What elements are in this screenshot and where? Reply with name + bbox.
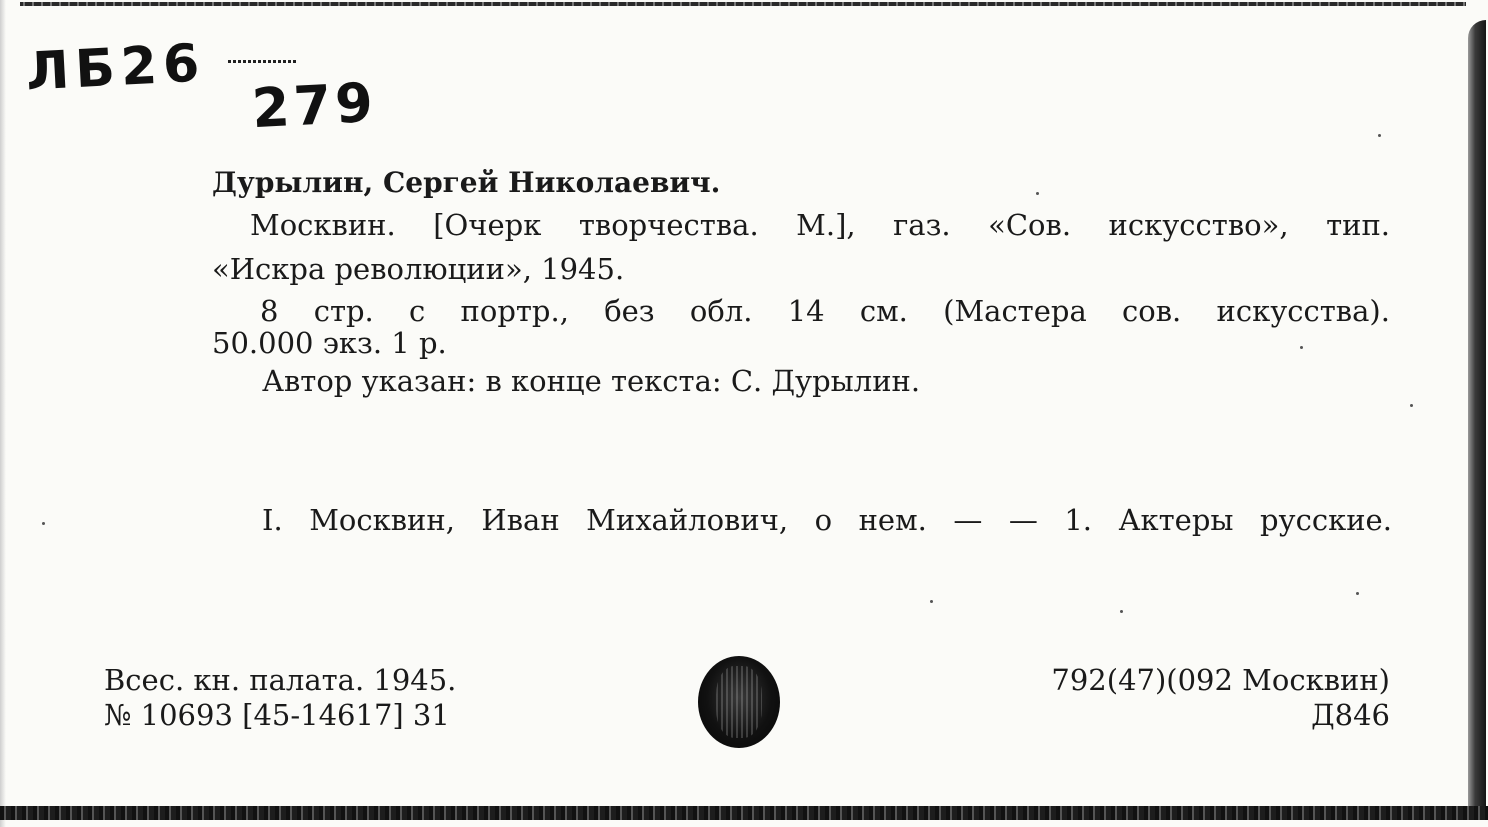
- card-bottom-edge: [0, 806, 1488, 820]
- physical-word: сов.: [1122, 294, 1182, 328]
- physical-word: 8: [260, 294, 279, 328]
- subject-word: Актеры: [1118, 503, 1234, 537]
- physical-word: без: [604, 294, 655, 328]
- author-heading: Дурылин, Сергей Николаевич.: [212, 166, 721, 199]
- card-right-edge: [1468, 20, 1486, 820]
- subject-word: русские.: [1259, 503, 1392, 537]
- physical-word: обл.: [689, 294, 753, 328]
- title-word: М.],: [796, 208, 856, 242]
- subject-word: I.: [262, 503, 283, 537]
- registration-number-line: № 10693 [45-14617] 31: [104, 698, 450, 732]
- subject-word: Москвин,: [309, 503, 455, 537]
- book-chamber-line: Всес. кн. палата. 1945.: [104, 663, 457, 697]
- classification-index: 792(47)(092 Москвин): [1051, 663, 1390, 697]
- physical-word: искусства).: [1216, 294, 1390, 328]
- title-word: [Очерк: [433, 208, 542, 242]
- subject-word: Иван: [481, 503, 560, 537]
- subject-word: Михайлович,: [586, 503, 789, 537]
- ink-speck: [1356, 592, 1359, 595]
- ink-speck: [1300, 346, 1303, 349]
- punch-hole: [698, 656, 780, 748]
- ink-speck: [1120, 610, 1123, 613]
- title-word: искусство»,: [1108, 208, 1289, 242]
- physical-word: 14: [787, 294, 825, 328]
- author-mark: Д846: [1311, 698, 1390, 732]
- subject-word: —: [1008, 503, 1038, 537]
- author-note-line: Автор указан: в конце текста: С. Дурылин.: [262, 364, 921, 398]
- title-word: газ.: [893, 208, 951, 242]
- shelf-mark-rule: [228, 60, 298, 63]
- imprint-line: «Искра революции», 1945.: [212, 252, 625, 286]
- physical-word: (Мастера: [943, 294, 1087, 328]
- handwritten-shelf-number: 279: [250, 70, 379, 141]
- ink-speck: [42, 522, 45, 525]
- card-top-edge: [20, 2, 1466, 6]
- title-word: тип.: [1326, 208, 1390, 242]
- title-word: «Сов.: [988, 208, 1072, 242]
- physical-word: см.: [859, 294, 908, 328]
- subject-word: —: [953, 503, 983, 537]
- physical-description-line: [260, 294, 1390, 328]
- subject-word: нем.: [858, 503, 927, 537]
- physical-word: портр.,: [460, 294, 569, 328]
- copies-price-line: 50.000 экз. 1 р.: [212, 326, 447, 360]
- subject-heading-line: [262, 503, 1392, 537]
- physical-word: стр.: [313, 294, 374, 328]
- ink-speck: [1036, 192, 1039, 195]
- ink-speck: [1410, 404, 1413, 407]
- ink-speck: [930, 600, 933, 603]
- title-word: Москвин.: [250, 208, 396, 242]
- title-line: [250, 208, 1390, 242]
- subject-word: о: [814, 503, 833, 537]
- subject-word: 1.: [1064, 503, 1093, 537]
- physical-word: с: [409, 294, 426, 328]
- card-left-edge: [0, 0, 6, 827]
- handwritten-shelf-mark: ЛБ26: [24, 33, 207, 103]
- ink-speck: [1378, 134, 1381, 137]
- title-word: творчества.: [578, 208, 759, 242]
